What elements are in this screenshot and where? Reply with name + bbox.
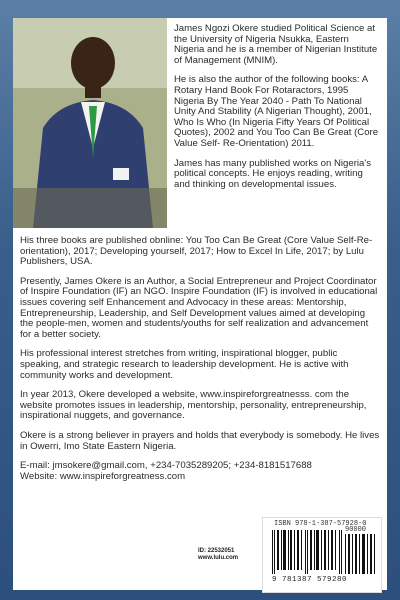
bio-intro-paragraph: James Ngozi Okere studied Political Science at the University of Nigeria Nsukka, Eastern Nigeria and he is a member of Nigerian Institute of Management (MNIM).	[174, 23, 378, 66]
contact-email-line: E-mail: jmsokere@gmail.com, +234-7035289205; +234-8181517688	[20, 460, 312, 472]
bio-belief-paragraph: Okere is a strong believer in prayers and holds that everybody is somebody. He lives in Owerri, Imo State Eastern Nigeria.	[20, 429, 380, 452]
lulu-id: ID: 22532051	[198, 548, 235, 554]
bio-website-paragraph: In year 2013, Okere developed a website, www.inspireforgreatnesss. com the website promotes issues in leadership, mentorship, personality, entrepreneurship, inspirational nuggets, and governance.	[20, 389, 367, 422]
lulu-site: www.lulu.com	[198, 555, 239, 561]
barcode-addon-label: 90000	[345, 526, 367, 534]
bio-foundation-paragraph: Presently, James Okere is an Author, a Social Entrepreneur and Project Coordinator of Inspire Foundation (IF) an NGO. Inspire Foundation (IF) is involved in educational issues covering self Enhancement and Advocacy in these areas: Mentorship, Entrepreneurship, Leadership, and Self Development values aimed at developing the people-men, women and students/youths for self realization and advancement for a better society.	[20, 275, 378, 340]
bio-full-column	[20, 236, 380, 482]
author-photo	[13, 18, 167, 228]
bio-books-paragraph: He is also the author of the following books: A Rotary Hand Book For Rotaractors, 1995 Nigeria By The Year 2040 - Path To National Unity And Stability (A Nigerian Thought), 2001, Who Is Who (In Nigeria Fifty Years Of Political Quotes), 2002 and You Too Can Be Great (Core Value Self- Re-Orientation) 2011.	[174, 74, 379, 149]
contact-website-line: Website: www.inspireforgreatness.com	[20, 470, 186, 482]
barcode-addon-bars	[345, 534, 377, 574]
author-portrait-image	[13, 18, 167, 228]
barcode-isbn: ISBN 978-1-387-57928-0	[274, 520, 367, 528]
barcode-bars	[272, 530, 342, 574]
bio-online-paragraph: His three books are published obnline: You Too Can Be Great (Core Value Self-Re-orientation), 2017; Developing yourself, 2017; How to Excel In Life, 2017; by Lulu Publishers, USA.	[20, 235, 373, 268]
barcode-digits: 9 781387 579280	[272, 576, 348, 584]
bio-works-paragraph: James has many published works on Nigeria's political concepts. He enjoys reading, writing and thinking on developmental issues.	[174, 157, 371, 190]
lulu-id-block	[198, 548, 256, 570]
bio-right-column	[174, 24, 379, 199]
bio-interest-paragraph: His professional interest stretches from writing, inspirational blogger, public speaking, and strategic research to leadership development. He is active with community works and development.	[20, 348, 349, 381]
